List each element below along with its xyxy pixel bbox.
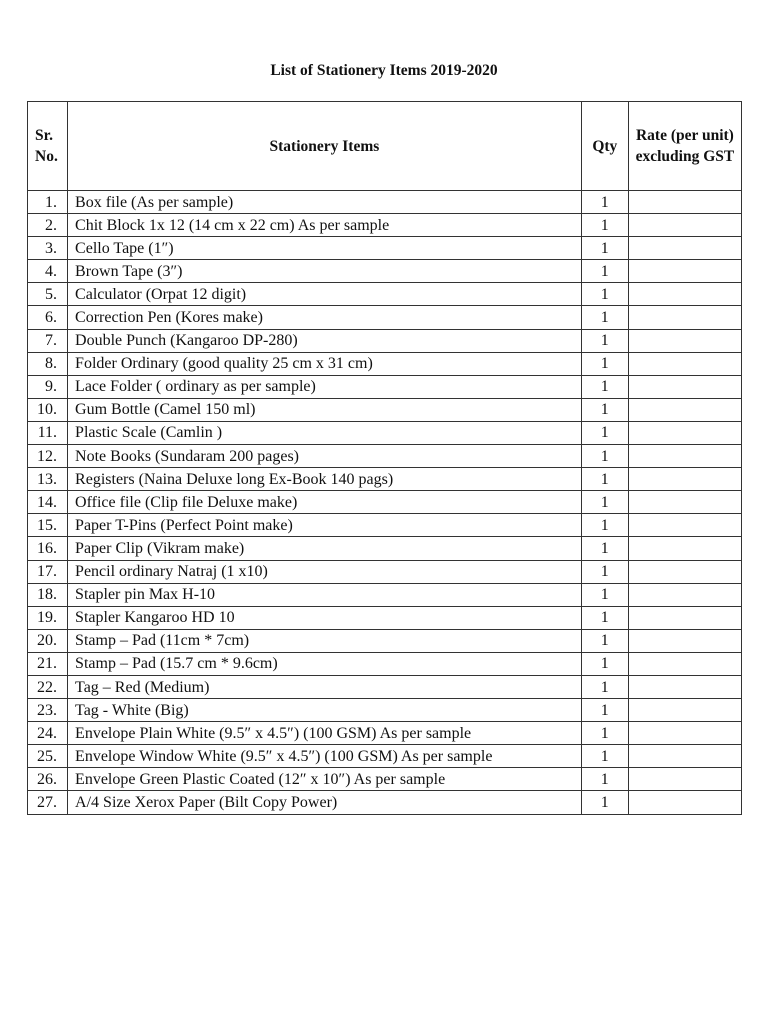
sr-cell: 26. xyxy=(28,768,68,791)
sr-cell: 16. xyxy=(28,537,68,560)
item-cell: A/4 Size Xerox Paper (Bilt Copy Power) xyxy=(68,791,582,814)
rate-cell xyxy=(628,191,741,214)
item-cell: Plastic Scale (Camlin ) xyxy=(68,421,582,444)
table-row xyxy=(28,398,742,421)
qty-cell: 1 xyxy=(581,283,628,306)
item-cell: Gum Bottle (Camel 150 ml) xyxy=(68,398,582,421)
qty-cell: 1 xyxy=(581,352,628,375)
qty-cell: 1 xyxy=(581,699,628,722)
sr-cell: 17. xyxy=(28,560,68,583)
rate-cell xyxy=(628,283,741,306)
rate-cell xyxy=(628,306,741,329)
item-cell: Tag – Red (Medium) xyxy=(68,675,582,698)
sr-cell: 6. xyxy=(28,306,68,329)
item-cell: Cello Tape (1″) xyxy=(68,237,582,260)
sr-cell: 3. xyxy=(28,237,68,260)
table-row xyxy=(28,699,742,722)
rate-cell xyxy=(628,468,741,491)
sr-cell: 19. xyxy=(28,606,68,629)
rate-cell xyxy=(628,745,741,768)
qty-cell: 1 xyxy=(581,583,628,606)
rate-cell xyxy=(628,768,741,791)
item-cell: Office file (Clip file Deluxe make) xyxy=(68,491,582,514)
header-sr-no: Sr. No. xyxy=(28,102,68,191)
header-qty: Qty xyxy=(581,102,628,191)
qty-cell: 1 xyxy=(581,237,628,260)
sr-cell: 25. xyxy=(28,745,68,768)
item-cell: Paper T-Pins (Perfect Point make) xyxy=(68,514,582,537)
rate-cell xyxy=(628,560,741,583)
item-cell: Tag - White (Big) xyxy=(68,699,582,722)
rate-cell xyxy=(628,537,741,560)
sr-cell: 1. xyxy=(28,191,68,214)
table-row xyxy=(28,537,742,560)
item-cell: Stapler pin Max H-10 xyxy=(68,583,582,606)
sr-cell: 23. xyxy=(28,699,68,722)
table-row xyxy=(28,560,742,583)
sr-cell: 18. xyxy=(28,583,68,606)
qty-cell: 1 xyxy=(581,791,628,814)
rate-cell xyxy=(628,375,741,398)
qty-cell: 1 xyxy=(581,491,628,514)
table-header-row xyxy=(28,102,742,191)
stationery-table xyxy=(27,101,742,815)
rate-cell xyxy=(628,699,741,722)
rate-cell xyxy=(628,675,741,698)
sr-cell: 7. xyxy=(28,329,68,352)
table-row xyxy=(28,329,742,352)
qty-cell: 1 xyxy=(581,260,628,283)
qty-cell: 1 xyxy=(581,421,628,444)
qty-cell: 1 xyxy=(581,675,628,698)
rate-cell xyxy=(628,791,741,814)
sr-cell: 12. xyxy=(28,445,68,468)
sr-cell: 11. xyxy=(28,421,68,444)
qty-cell: 1 xyxy=(581,722,628,745)
qty-cell: 1 xyxy=(581,214,628,237)
rate-cell xyxy=(628,445,741,468)
item-cell: Correction Pen (Kores make) xyxy=(68,306,582,329)
sr-cell: 15. xyxy=(28,514,68,537)
sr-cell: 5. xyxy=(28,283,68,306)
table-row xyxy=(28,514,742,537)
rate-cell xyxy=(628,583,741,606)
sr-cell: 24. xyxy=(28,722,68,745)
qty-cell: 1 xyxy=(581,191,628,214)
sr-cell: 10. xyxy=(28,398,68,421)
rate-cell xyxy=(628,214,741,237)
item-cell: Paper Clip (Vikram make) xyxy=(68,537,582,560)
rate-cell xyxy=(628,329,741,352)
sr-cell: 14. xyxy=(28,491,68,514)
item-cell: Box file (As per sample) xyxy=(68,191,582,214)
table-row xyxy=(28,306,742,329)
qty-cell: 1 xyxy=(581,375,628,398)
document-title: List of Stationery Items 2019-2020 xyxy=(270,62,498,79)
sr-cell: 4. xyxy=(28,260,68,283)
table-row xyxy=(28,237,742,260)
qty-cell: 1 xyxy=(581,606,628,629)
qty-cell: 1 xyxy=(581,560,628,583)
qty-cell: 1 xyxy=(581,652,628,675)
sr-cell: 20. xyxy=(28,629,68,652)
table-row xyxy=(28,421,742,444)
header-items: Stationery Items xyxy=(68,102,582,191)
rate-cell xyxy=(628,514,741,537)
table-row xyxy=(28,191,742,214)
item-cell: Stamp – Pad (15.7 cm * 9.6cm) xyxy=(68,652,582,675)
item-cell: Calculator (Orpat 12 digit) xyxy=(68,283,582,306)
item-cell: Pencil ordinary Natraj (1 x10) xyxy=(68,560,582,583)
sr-cell: 9. xyxy=(28,375,68,398)
item-cell: Envelope Window White (9.5″ x 4.5″) (100 GSM) As per sample xyxy=(68,745,582,768)
qty-cell: 1 xyxy=(581,445,628,468)
sr-cell: 21. xyxy=(28,652,68,675)
table-row xyxy=(28,629,742,652)
table-row xyxy=(28,652,742,675)
rate-cell xyxy=(628,722,741,745)
table-row xyxy=(28,583,742,606)
table-row xyxy=(28,745,742,768)
item-cell: Registers (Naina Deluxe long Ex-Book 140 pags) xyxy=(68,468,582,491)
rate-cell xyxy=(628,260,741,283)
qty-cell: 1 xyxy=(581,629,628,652)
qty-cell: 1 xyxy=(581,306,628,329)
sr-cell: 27. xyxy=(28,791,68,814)
header-rate: Rate (per unit) excluding GST xyxy=(628,102,741,191)
rate-cell xyxy=(628,237,741,260)
item-cell: Double Punch (Kangaroo DP-280) xyxy=(68,329,582,352)
sr-cell: 22. xyxy=(28,675,68,698)
table-row xyxy=(28,260,742,283)
item-cell: Brown Tape (3″) xyxy=(68,260,582,283)
qty-cell: 1 xyxy=(581,537,628,560)
item-cell: Note Books (Sundaram 200 pages) xyxy=(68,445,582,468)
table-row xyxy=(28,491,742,514)
qty-cell: 1 xyxy=(581,514,628,537)
item-cell: Lace Folder ( ordinary as per sample) xyxy=(68,375,582,398)
qty-cell: 1 xyxy=(581,329,628,352)
rate-cell xyxy=(628,629,741,652)
table-row xyxy=(28,468,742,491)
sr-cell: 13. xyxy=(28,468,68,491)
table-row xyxy=(28,606,742,629)
item-cell: Envelope Plain White (9.5″ x 4.5″) (100 GSM) As per sample xyxy=(68,722,582,745)
table-row xyxy=(28,375,742,398)
qty-cell: 1 xyxy=(581,768,628,791)
qty-cell: 1 xyxy=(581,468,628,491)
rate-cell xyxy=(628,652,741,675)
rate-cell xyxy=(628,491,741,514)
rate-cell xyxy=(628,606,741,629)
table-row xyxy=(28,352,742,375)
rate-cell xyxy=(628,352,741,375)
item-cell: Chit Block 1x 12 (14 cm x 22 cm) As per sample xyxy=(68,214,582,237)
item-cell: Stamp – Pad (11cm * 7cm) xyxy=(68,629,582,652)
qty-cell: 1 xyxy=(581,398,628,421)
sr-cell: 2. xyxy=(28,214,68,237)
rate-cell xyxy=(628,421,741,444)
sr-cell: 8. xyxy=(28,352,68,375)
item-cell: Folder Ordinary (good quality 25 cm x 31 cm) xyxy=(68,352,582,375)
table-row xyxy=(28,722,742,745)
item-cell: Stapler Kangaroo HD 10 xyxy=(68,606,582,629)
qty-cell: 1 xyxy=(581,745,628,768)
table-row xyxy=(28,791,742,814)
table-row xyxy=(28,675,742,698)
table-row xyxy=(28,283,742,306)
table-row xyxy=(28,768,742,791)
rate-cell xyxy=(628,398,741,421)
item-cell: Envelope Green Plastic Coated (12″ x 10″) As per sample xyxy=(68,768,582,791)
table-row xyxy=(28,214,742,237)
table-row xyxy=(28,445,742,468)
